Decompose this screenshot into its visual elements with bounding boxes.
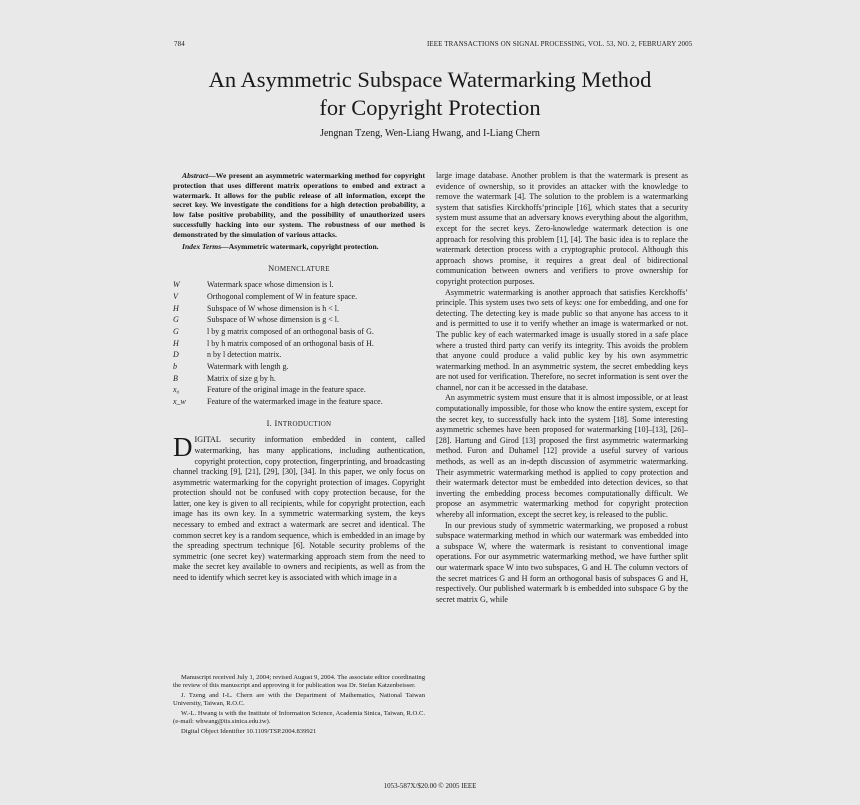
paper-title — [110, 66, 750, 122]
body-paragraph: Asymmetric watermarking is another approach that satisfies Kerckhoffs’ principle. This system uses two sets of keys: one for embedding, and one for detecting. The detecting key is made public so that anyone has access to it and is permitted to use it to verify whether an image is watermarked or not. The public key of each watermarked image is usually stored in a safe place where a trusted third party can verify its integrity. This avoids the problem that anyone could produce a valid public key by his own asymmetric watermarking method. In an asymmetric system, the secret embedding keys are not used for verification. Therefore, no secret information is sent over the channel, nor can it be accessed in the database. — [436, 287, 688, 392]
body-paragraph: large image database. Another problem is that the watermark is present as evidence of ownership, so it provides an attacker with the knowledge to remove the watermark [4]. The solution to the problem is a watermarking system that satisfies Kirckhoffs’principle [16], which states that a security system must assume that an adversary knows everything about the algorithm, except for the secret keys. Zero-knowledge watermark detection is one approach for resolving this problem [1], [4]. The basic idea is to replace the watermark detection process with a cryptographic protocol. Although this approach shows promise, it requires a great deal of bidirectional communication between owners and verifiers to prove ownership for copyright protection purposes. — [436, 171, 688, 286]
nomenclature-row — [173, 280, 425, 292]
author-list: Jengnan Tzeng, Wen-Liang Hwang, and I-Liang Chern — [320, 128, 540, 139]
nomenclature-description: Subspace of W whose dimension is h < l. — [207, 303, 339, 313]
nomenclature-row — [173, 339, 425, 351]
footnote-received: Manuscript received July 1, 2004; revised August 9, 2004. The associate editor coordinating the review of this manuscript and approving it for publication was Dr. Stefan Katzenbeisser. — [173, 674, 425, 690]
page-number: 784 — [174, 40, 185, 48]
title-line-2: for Copyright Protection — [319, 95, 541, 120]
nomenclature-description: l by g matrix composed of an orthogonal basis of G. — [207, 326, 374, 336]
title-line-1: An Asymmetric Subspace Watermarking Method — [208, 67, 652, 92]
index-terms — [173, 242, 425, 252]
body-paragraph: In our previous study of symmetric watermarking, we proposed a robust subspace watermarking method in which our watermark was embedded into a subspace W, where the watermark is resistant to conventional image operations. For our asymmetric watermarking method, we have further split our watermark space W into two subspaces, G and H. The column vectors of the secret matrices G and H form an orthogonal basis of subspaces G and H, respectively. Our published watermark b is embedded into subspace G by the secret matrix G, while — [436, 520, 688, 604]
nomenclature-description: n by l detection matrix. — [207, 350, 282, 360]
nomenclature-symbol: B — [173, 373, 178, 383]
intro-paragraph — [173, 432, 425, 583]
nomenclature-row — [173, 397, 425, 409]
copyright-footer: 1053-587X/$20.00 © 2005 IEEE — [383, 782, 477, 790]
nomenclature-symbol: D — [173, 350, 179, 360]
nomenclature-description: Feature of the watermarked image in the feature space. — [207, 397, 383, 407]
footnotes — [173, 674, 425, 737]
abstract — [173, 171, 425, 240]
nomenclature-symbol: V — [173, 291, 178, 301]
index-terms-label: Index Terms— — [182, 241, 229, 251]
nomenclature-symbol: b — [173, 361, 177, 371]
nomenclature-symbol: G — [173, 326, 179, 336]
journal-header: IEEE TRANSACTIONS ON SIGNAL PROCESSING, VOL. 53, NO. 2, FEBRUARY 2005 — [427, 40, 693, 48]
nomenclature-description: Watermark with length g. — [207, 361, 289, 371]
nomenclature-row — [173, 292, 425, 304]
nomenclature-table — [173, 280, 425, 409]
nomenclature-row — [173, 385, 425, 397]
footnote-doi: Digital Object Identifier 10.1109/TSP.2004.839921 — [181, 727, 317, 735]
nomenclature-row — [173, 374, 425, 386]
left-column — [173, 171, 425, 584]
nomenclature-row — [173, 327, 425, 339]
intro-text: IGITAL security information embedded in content, called watermarking, has many applications, including authentication, copyright protection, copy protection, fingerprinting, and broadcasting channel tracking [9], [21], [29], [30], [34]. In this paper, we only focus on asymmetric watermarking for the copyright protection of images. Copyright protection should not be confused with copy protection because, for the latter, one key is given to all recipients, while for copyright protection, each image has its own key. In a symmetric watermarking system, the keys necessary to embed and extract a watermark are secret and identical. The common secret key is a random sequence, which is embedded in an image by the spreading spectrum technique [6]. Notable security problems of the symmetric (one secret key) watermarking approach stem from the need to make the secret key available to owners and recipients, as well as from the need to identify which secret key is associated with which image in a — [173, 435, 425, 583]
nomenclature-row — [173, 362, 425, 374]
nomenclature-symbol: G — [173, 315, 179, 325]
nomenclature-row — [173, 350, 425, 362]
nomenclature-description: Feature of the original image in the feature space. — [207, 385, 366, 395]
nomenclature-row — [173, 315, 425, 327]
abstract-text: We present an asymmetric watermarking method for copyright protection that uses different matrix operations to embed and extract a watermark. It allows for the public release of all information, except the secret key. We investigate the conditions for a high detection probability, a low false positive probability, and the possibility of unauthorized users successfully hacking into our system. The robustness of our method is demonstrated by the simulation of various attacks. — [173, 171, 425, 239]
nomenclature-symbol: W — [173, 280, 180, 290]
footnote-affiliation-2: W.-L. Hwang is with the Institute of Information Science, Academia Sinica, Taiwan, R.O.C. (e-mail: whwang@iis.sinica.edu.tw). — [173, 709, 425, 726]
abstract-label: Abstract— — [182, 171, 216, 180]
nomenclature-description: Matrix of size g by h. — [207, 373, 276, 383]
footnote-affiliation-1: J. Tzeng and I-L. Chern are with the Department of Mathematics, National Taiwan University, Taiwan, R.O.C. — [173, 691, 425, 708]
nomenclature-row — [173, 304, 425, 316]
nomenclature-symbol: H — [173, 303, 179, 313]
nomenclature-description: Watermark space whose dimension is l. — [207, 280, 334, 290]
nomenclature-symbol: x₀ — [173, 385, 180, 395]
nomenclature-description: Orthogonal complement of W in feature space. — [207, 291, 358, 301]
introduction-heading: I. INTRODUCTION — [266, 418, 332, 428]
nomenclature-heading: NOMENCLATURE — [268, 263, 330, 273]
nomenclature-description: Subspace of W whose dimension is g < l. — [207, 315, 339, 325]
drop-cap: D — [173, 432, 193, 463]
nomenclature-description: l by h matrix composed of an orthogonal basis of H. — [207, 338, 374, 348]
nomenclature-symbol: H — [173, 338, 179, 348]
index-terms-text: Asymmetric watermark, copyright protection. — [228, 241, 379, 251]
body-paragraph: An asymmetric system must ensure that it is almost impossible, or at least computationally impossible, for those who know the entire system, except for the secret key, to successfully hack into the system [18]. Some interesting asymmetric schemes have been proposed for watermarking [10]–[13], [26]–[28]. Hartung and Girod [13] proposed the first asymmetric watermarking method. Furon and Duhamel [12] provide a useful survey of various methods, as well as an in-depth discussion of asymmetric watermarking. Their asymmetric watermarking method is applied to copy protection and their watermark detector must be embedded into detection devices, so that inverting the embedding process becomes computationally difficult. We propose an asymmetric watermarking method for copyright protection whereby all information, except the secret key, is released to the public. — [436, 393, 688, 519]
right-column — [436, 171, 688, 605]
nomenclature-symbol: x_w — [173, 397, 186, 407]
